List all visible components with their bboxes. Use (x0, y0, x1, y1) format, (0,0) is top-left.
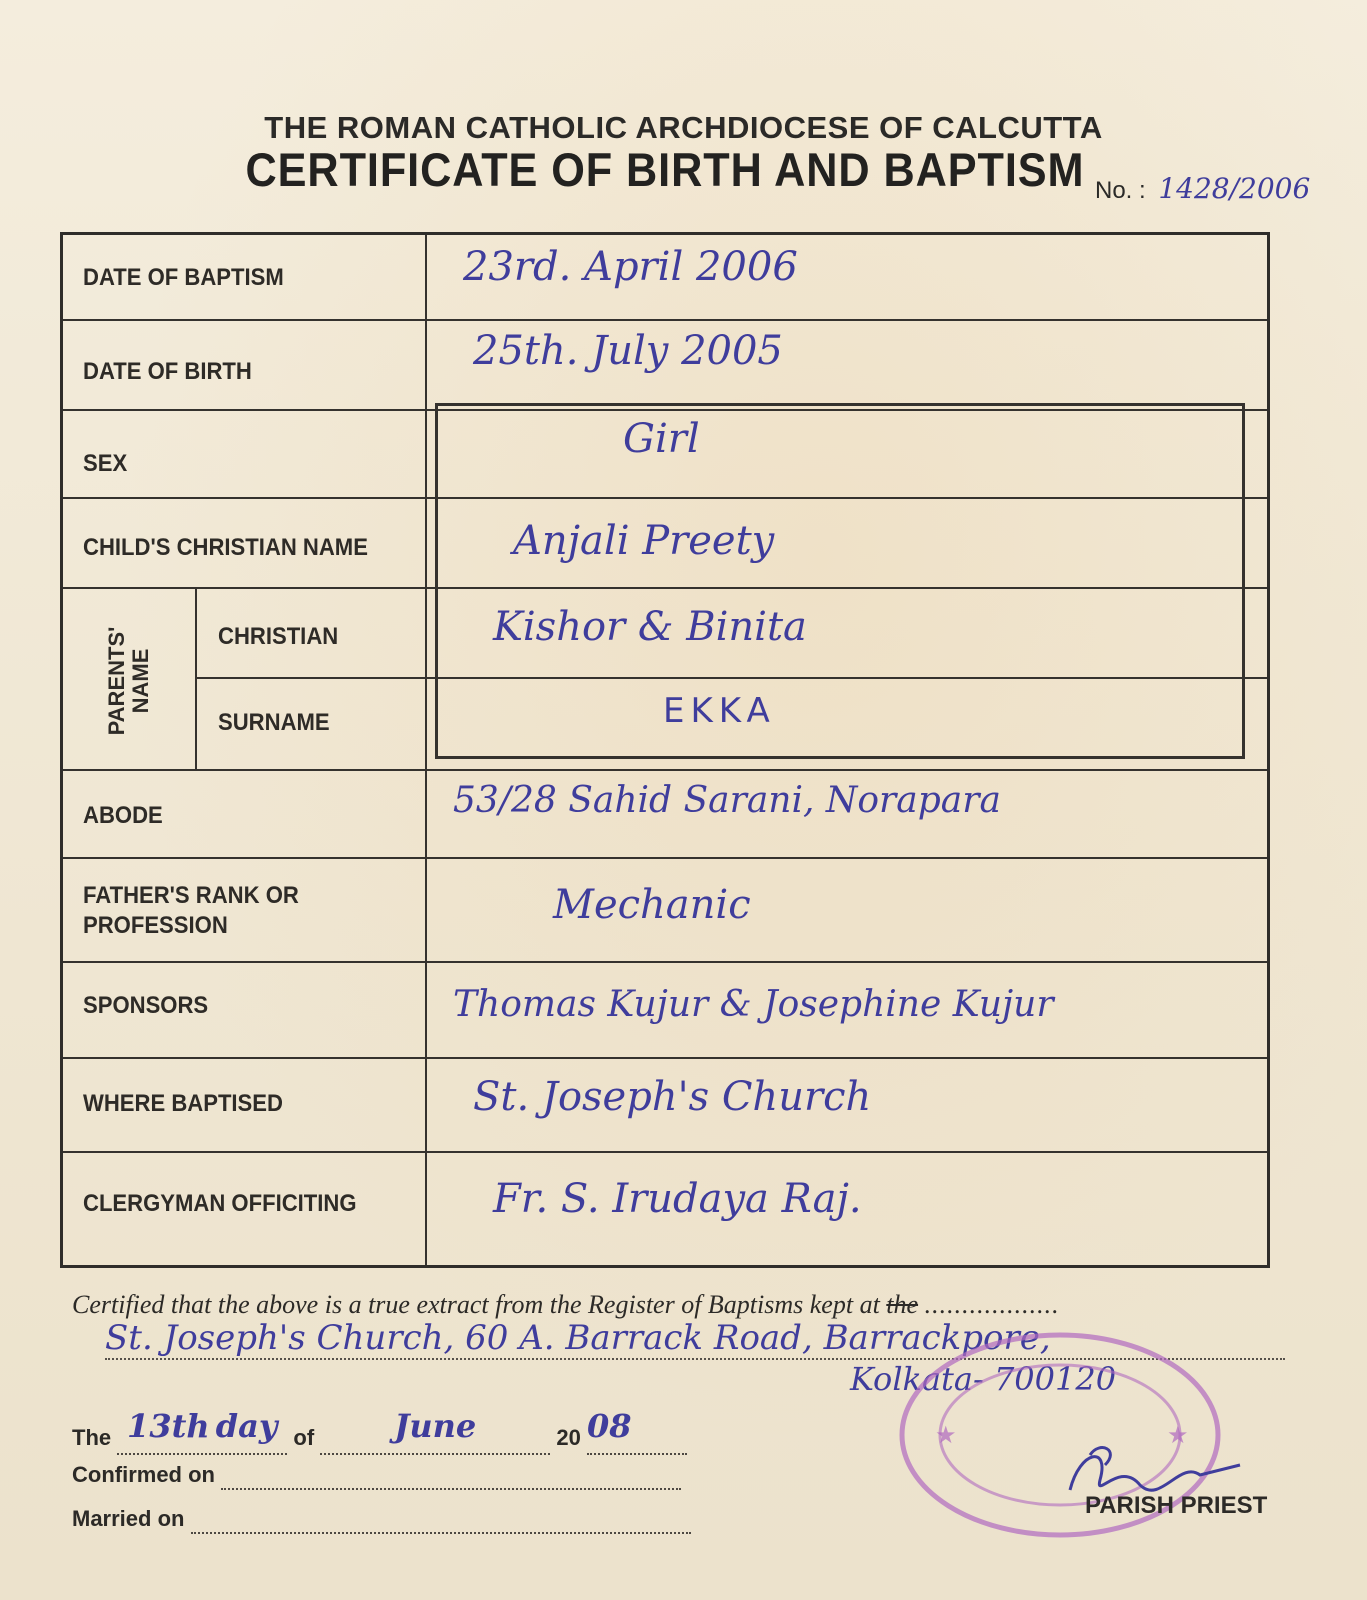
label-fathers-profession-2: PROFESSION (83, 912, 228, 939)
value-where-baptised: St. Joseph's Church (473, 1074, 872, 1120)
year-prefix: 20 (556, 1425, 581, 1450)
day-field (117, 1407, 287, 1455)
year-value: 08 (587, 1407, 632, 1445)
month-value: June (394, 1407, 477, 1445)
label-date-of-birth: DATE OF BIRTH (83, 358, 252, 385)
year-field (587, 1407, 687, 1455)
row-sex (63, 409, 1267, 497)
parents-label-line1: PARENTS' (104, 626, 129, 736)
row-fathers-profession (63, 857, 1267, 961)
value-sex: Girl (623, 416, 700, 462)
row-childs-name (63, 497, 1267, 587)
married-label: Married on (72, 1506, 185, 1531)
confirmed-line (72, 1462, 681, 1490)
parents-subdivider (195, 677, 1267, 679)
certificate-table (60, 232, 1270, 1268)
certification-dots: .................. (924, 1290, 1060, 1319)
married-line (72, 1506, 691, 1534)
row-clergyman (63, 1151, 1267, 1265)
certificate-number-label: No. : (1095, 177, 1146, 204)
label-childs-name: CHILD'S CHRISTIAN NAME (83, 534, 368, 561)
day-value: 13th (127, 1407, 210, 1445)
of-label: of (293, 1425, 315, 1450)
label-sex: SEX (83, 450, 128, 477)
day-word: day (215, 1407, 278, 1445)
month-field (320, 1407, 550, 1455)
value-sponsors: Thomas Kujur & Josephine Kujur (453, 984, 1054, 1025)
label-sponsors: SPONSORS (83, 992, 209, 1019)
parish-priest-label: PARISH PRIEST (1085, 1492, 1268, 1519)
church-address-2: Kolkata- 700120 (850, 1360, 1117, 1398)
row-date-of-birth (63, 319, 1267, 409)
confirmed-field (221, 1462, 681, 1490)
value-date-of-baptism: 23rd. April 2006 (463, 244, 798, 290)
certification-struck-word: the (886, 1290, 919, 1319)
label-fathers-profession: FATHER'S RANK OR (83, 882, 299, 909)
church-address: St. Joseph's Church, 60 A. Barrack Road, Barrackpore, (105, 1318, 1285, 1360)
value-clergyman: Fr. S. Irudaya Raj. (493, 1176, 862, 1222)
row-parents (63, 587, 1267, 769)
confirmed-label: Confirmed on (72, 1462, 215, 1487)
row-sponsors (63, 961, 1267, 1057)
the-label: The (72, 1425, 112, 1450)
certificate-number-value: 1428/2006 (1158, 172, 1311, 205)
parents-group-label (105, 611, 153, 751)
value-parents-surname: EKKA (663, 691, 776, 731)
value-abode: 53/28 Sahid Sarani, Norapara (453, 780, 1001, 821)
label-parents-surname: SURNAME (218, 709, 330, 736)
label-date-of-baptism: DATE OF BAPTISM (83, 264, 284, 291)
value-date-of-birth: 25th. July 2005 (473, 328, 783, 374)
value-fathers-profession: Mechanic (553, 882, 751, 928)
svg-text:★: ★ (1167, 1422, 1189, 1449)
label-clergyman: CLERGYMAN OFFICITING (83, 1190, 357, 1217)
date-line (72, 1407, 687, 1455)
row-where-baptised (63, 1057, 1267, 1151)
certificate-title: CERTIFICATE OF BIRTH AND BAPTISM (245, 143, 1085, 196)
married-field (191, 1506, 691, 1534)
value-parents-christian: Kishor & Binita (493, 604, 807, 650)
certification-statement (72, 1290, 1060, 1320)
parents-label-line2: NAME (128, 648, 153, 714)
svg-text:★: ★ (935, 1422, 957, 1449)
label-abode: ABODE (83, 802, 163, 829)
label-where-baptised: WHERE BAPTISED (83, 1090, 283, 1117)
row-abode (63, 769, 1267, 857)
row-date-of-baptism (63, 235, 1267, 319)
certification-text: Certified that the above is a true extract from the Register of Baptisms kept at (72, 1290, 880, 1319)
parents-divider (195, 589, 197, 771)
label-parents-christian: CHRISTIAN (218, 623, 339, 650)
organization-heading: THE ROMAN CATHOLIC ARCHDIOCESE OF CALCUTTA (264, 110, 1103, 145)
certificate-number (1095, 172, 1310, 205)
value-childs-name: Anjali Preety (513, 518, 775, 564)
